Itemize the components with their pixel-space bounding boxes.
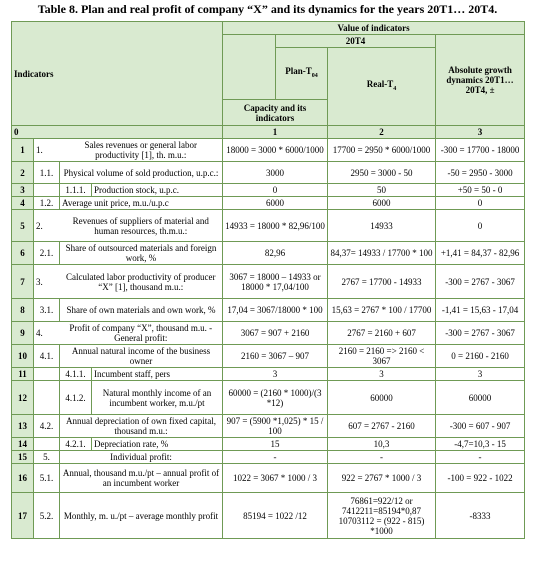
row-value-growth: 3 xyxy=(436,368,525,381)
row-indent-cell xyxy=(34,381,60,415)
column-number-1: 1 xyxy=(223,126,328,139)
row-number: 12 xyxy=(12,381,34,415)
row-value-growth: 0 xyxy=(436,197,525,210)
row-value-growth: -100 = 922 - 1022 xyxy=(436,464,525,493)
row-value-growth: -1,41 = 15,63 - 17,04 xyxy=(436,299,525,322)
row-code: 4.2. xyxy=(34,415,60,438)
row-number: 17 xyxy=(12,493,34,539)
table-row xyxy=(12,345,525,368)
row-number: 10 xyxy=(12,345,34,368)
row-indent-cell xyxy=(34,438,60,451)
row-value-growth: +50 = 50 - 0 xyxy=(436,184,525,197)
row-label: Annual natural income of the business owner xyxy=(60,345,223,368)
row-value-growth: 60000 xyxy=(436,381,525,415)
row-value-real: 2160 = 2160 => 2160 < 3067 xyxy=(328,345,436,368)
row-label: Share of own materials and own work, % xyxy=(60,299,223,322)
row-value-20t1: - xyxy=(223,451,328,464)
row-value-growth: -50 = 2950 - 3000 xyxy=(436,162,525,184)
table-row xyxy=(12,438,525,451)
row-value-real: 6000 xyxy=(328,197,436,210)
row-indent-cell xyxy=(34,184,60,197)
row-value-growth: 0 xyxy=(436,210,525,242)
row-value-growth: - xyxy=(436,451,525,464)
row-label: Incumbent staff, pers xyxy=(92,368,223,381)
row-value-growth: -300 = 607 - 907 xyxy=(436,415,525,438)
row-value-20t1: 3067 = 18000 – 14933 or 18000 * 17,04/100 xyxy=(223,265,328,299)
table-row xyxy=(12,451,525,464)
row-number: 9 xyxy=(12,322,34,345)
row-value-20t1: 3 xyxy=(223,368,328,381)
table-row xyxy=(12,139,525,162)
row-code: 2.1. xyxy=(34,242,60,265)
row-number: 16 xyxy=(12,464,34,493)
row-value-real: 50 xyxy=(328,184,436,197)
table-row xyxy=(12,299,525,322)
row-code: 4.2.1. xyxy=(60,438,92,451)
row-number: 11 xyxy=(12,368,34,381)
row-value-growth: -8333 xyxy=(436,493,525,539)
row-number: 8 xyxy=(12,299,34,322)
row-number: 13 xyxy=(12,415,34,438)
row-value-real: 607 = 2767 - 2160 xyxy=(328,415,436,438)
row-value-growth: -4,7=10,3 - 15 xyxy=(436,438,525,451)
row-value-20t1: 82,96 xyxy=(223,242,328,265)
row-label: Revenues of suppliers of material and human resources, th.m.u.: xyxy=(60,210,223,242)
row-value-20t1: 0 xyxy=(223,184,328,197)
row-number: 6 xyxy=(12,242,34,265)
table-row xyxy=(12,162,525,184)
row-value-20t1: 2160 = 3067 – 907 xyxy=(223,345,328,368)
row-code: 5.1. xyxy=(34,464,60,493)
row-value-real: 60000 xyxy=(328,381,436,415)
row-value-real: 3 xyxy=(328,368,436,381)
column-number-0: 0 xyxy=(12,126,223,139)
table-row xyxy=(12,265,525,299)
row-value-20t1: 85194 = 1022 /12 xyxy=(223,493,328,539)
indicators-header: Indicators xyxy=(12,22,223,126)
row-value-20t1: 907 = (5900 *1,025) * 15 / 100 xyxy=(223,415,328,438)
row-label: Monthly, m. u./pt – average monthly profit xyxy=(60,493,223,539)
row-number: 3 xyxy=(12,184,34,197)
table-row xyxy=(12,368,525,381)
row-value-growth: -300 = 2767 - 3067 xyxy=(436,322,525,345)
row-value-20t1: 3067 = 907 + 2160 xyxy=(223,322,328,345)
row-value-real: 84,37= 14933 / 17700 * 100 xyxy=(328,242,436,265)
table-row xyxy=(12,210,525,242)
row-label: Share of outsourced materials and foreign work, % xyxy=(60,242,223,265)
column-number-3: 3 xyxy=(436,126,525,139)
row-code: 1.2. xyxy=(34,197,60,210)
row-indent-cell xyxy=(34,368,60,381)
row-number: 4 xyxy=(12,197,34,210)
capacity-header: Capacity and its indicators xyxy=(223,100,328,126)
table-row xyxy=(12,242,525,265)
row-value-real: 10,3 xyxy=(328,438,436,451)
row-label: Annual, thousand m.u./pt – annual profit of an incumbent worker xyxy=(60,464,223,493)
row-code: 4. xyxy=(34,322,60,345)
row-code: 1. xyxy=(34,139,60,162)
row-label: Physical volume of sold production, u.p.c.: xyxy=(60,162,223,184)
row-label: Production stock, u.p.c. xyxy=(92,184,223,197)
row-value-real: 17700 = 2950 * 6000/1000 xyxy=(328,139,436,162)
row-code: 3. xyxy=(34,265,60,299)
row-number: 2 xyxy=(12,162,34,184)
row-code: 1.1.1. xyxy=(60,184,92,197)
value-of-indicators-header: Value of indicators xyxy=(223,22,525,35)
row-label: Sales revenues or general labor productivity [1], th. m.u.: xyxy=(60,139,223,162)
table-caption: Table 8. Plan and real profit of company “X” and its dynamics for the years 20T1… 20T4. xyxy=(37,2,498,16)
empty-header-cell xyxy=(223,35,276,100)
row-value-real: 15,63 = 2767 * 100 / 17700 xyxy=(328,299,436,322)
row-code: 4.1.2. xyxy=(60,381,92,415)
table-row xyxy=(12,322,525,345)
row-value-20t1: 1022 = 3067 * 1000 / 3 xyxy=(223,464,328,493)
row-value-20t1: 18000 = 3000 * 6000/1000 xyxy=(223,139,328,162)
profit-table xyxy=(11,21,525,539)
row-value-growth: -300 = 2767 - 3067 xyxy=(436,265,525,299)
year-20t4-header: 20T4 xyxy=(276,35,436,48)
profit-table-wrapper xyxy=(11,21,524,539)
row-label: Annual depreciation of own fixed capital, thousand m.u.: xyxy=(60,415,223,438)
table-row xyxy=(12,493,525,539)
row-value-20t1: 3000 xyxy=(223,162,328,184)
row-code: 2. xyxy=(34,210,60,242)
row-value-20t1: 14933 = 18000 * 82,96/100 xyxy=(223,210,328,242)
row-value-real: 922 = 2767 * 1000 / 3 xyxy=(328,464,436,493)
row-value-20t1: 17,04 = 3067/18000 * 100 xyxy=(223,299,328,322)
row-number: 15 xyxy=(12,451,34,464)
table-row xyxy=(12,415,525,438)
row-value-real: 2950 = 3000 - 50 xyxy=(328,162,436,184)
row-label: Average unit price, m.u./u.p.c xyxy=(60,197,223,210)
row-value-20t1: 6000 xyxy=(223,197,328,210)
row-value-growth: -300 = 17700 - 18000 xyxy=(436,139,525,162)
row-code: 5.2. xyxy=(34,493,60,539)
row-number: 7 xyxy=(12,265,34,299)
row-value-real: 2767 = 2160 + 607 xyxy=(328,322,436,345)
table-row xyxy=(12,184,525,197)
row-value-real: 2767 = 17700 - 14933 xyxy=(328,265,436,299)
row-number: 1 xyxy=(12,139,34,162)
row-value-20t1: 60000 = (2160 * 1000)/(3 *12) xyxy=(223,381,328,415)
row-code: 5. xyxy=(34,451,60,464)
row-label: Natural monthly income of an incumbent worker, m.u./pt xyxy=(92,381,223,415)
row-code: 4.1.1. xyxy=(60,368,92,381)
column-number-2: 2 xyxy=(328,126,436,139)
row-code: 3.1. xyxy=(34,299,60,322)
row-number: 14 xyxy=(12,438,34,451)
table-row xyxy=(12,381,525,415)
row-code: 4.1. xyxy=(34,345,60,368)
row-label: Calculated labor productivity of producer “X” [1], thousand m.u.: xyxy=(60,265,223,299)
row-value-real: - xyxy=(328,451,436,464)
row-label: Individual profit: xyxy=(60,451,223,464)
table-row xyxy=(12,464,525,493)
row-number: 5 xyxy=(12,210,34,242)
row-value-growth: 0 = 2160 - 2160 xyxy=(436,345,525,368)
row-value-growth: +1,41 = 84,37 - 82,96 xyxy=(436,242,525,265)
row-code: 1.1. xyxy=(34,162,60,184)
row-label: Depreciation rate, % xyxy=(92,438,223,451)
absolute-growth-header: Absolute growth dynamics 20T1…20T4, ± xyxy=(436,35,525,126)
row-label: Profit of company “X”, thousand m.u. - General profit: xyxy=(60,322,223,345)
table-row xyxy=(12,197,525,210)
row-value-real: 14933 xyxy=(328,210,436,242)
row-value-real: 76861=922/12 or 7412211=85194*0,87 10703112 = (922 - 815) *1000 xyxy=(328,493,436,539)
row-value-20t1: 15 xyxy=(223,438,328,451)
plan-header: Plan-$T_{04}$ xyxy=(276,48,328,100)
real-header: Real-$T_4$ xyxy=(328,48,436,126)
